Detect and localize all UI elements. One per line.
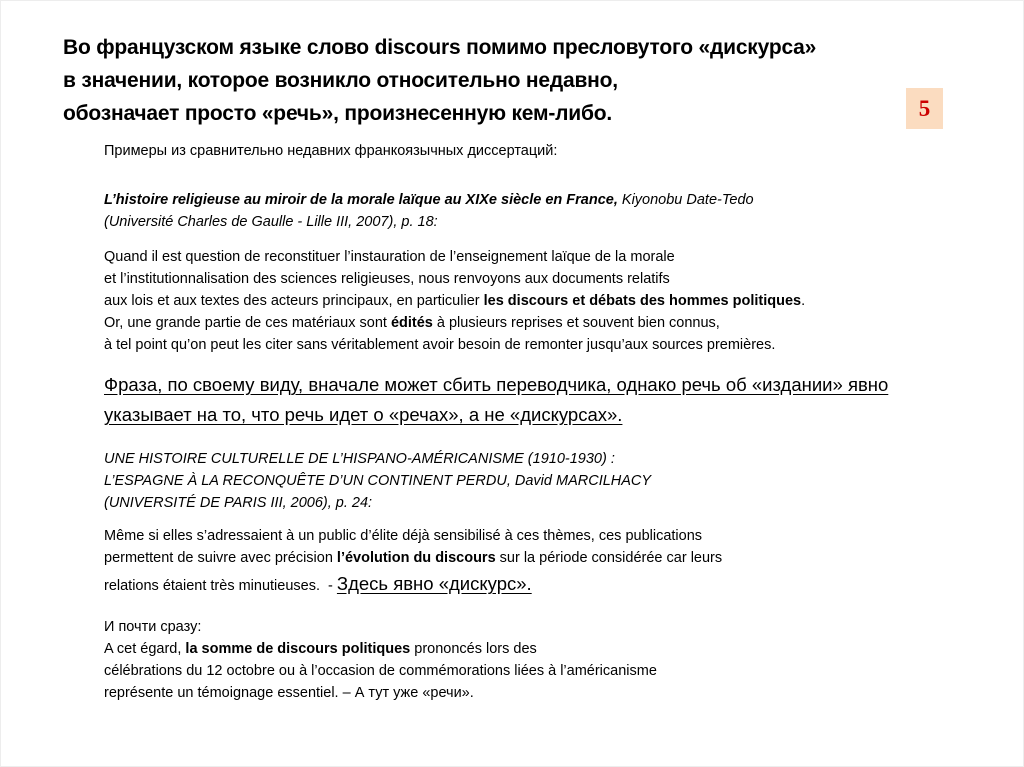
quote-2 xyxy=(104,525,964,601)
slide-title xyxy=(63,31,903,130)
quote-3-line-1-bold: la somme de discours politiques xyxy=(185,641,411,657)
quote-2-line-2 xyxy=(104,547,964,569)
intro-paragraph xyxy=(104,140,964,162)
slide-body xyxy=(104,140,964,704)
page-number-badge xyxy=(906,88,943,129)
remark-1-line-1: Фраза, по своему виду, вначале может сбить переводчика, однако речь об «издании» явно xyxy=(104,374,889,395)
citation-1-author: Kiyonobu Date-Tedo xyxy=(617,192,754,208)
quote-1-line-4-tail: à plusieurs reprises et souvent bien connus, xyxy=(432,315,720,331)
quote-1-line-1: Quand il est question de reconstituer l’instauration de l’enseignement laïque de la morale xyxy=(104,249,675,265)
quote-3-line-2: célébrations du 12 octobre ou à l’occasion de commémorations liées à l’américanisme xyxy=(104,663,657,679)
quote-1-line-3-text: aux lois et aux textes des acteurs principaux, en particulier xyxy=(104,293,484,309)
quote-2-line-2-text: permettent de suivre avec précision xyxy=(104,550,337,566)
quote-2-line-2-bold: l’évolution du discours xyxy=(336,550,496,566)
quote-1-line-4-text: Or, une grande partie de ces matériaux sont xyxy=(104,315,391,331)
intro-line: Примеры из сравнительно недавних франкоязычных диссертаций: xyxy=(104,143,558,159)
citation-1 xyxy=(104,189,964,233)
quote-3-line-0: И почти сразу: xyxy=(104,619,202,635)
translator-remark-2: Здесь явно «дискурс». xyxy=(336,573,532,594)
quote-1-line-4 xyxy=(104,312,964,334)
title-line-2: в значении, которое возникло относительно недавно, xyxy=(63,69,618,92)
quote-3-line-1-text: A cet égard, xyxy=(104,641,186,657)
quote-1-line-2: et l’institutionnalisation des sciences religieuses, nous renvoyons aux documents relatifs xyxy=(104,271,670,287)
remark-1-line-2: указывает на то, что речь идет о «речах», а не «дискурсах». xyxy=(104,404,623,425)
quote-3 xyxy=(104,616,964,704)
quote-1-line-5: à tel point qu’on peut les citer sans véritablement avoir besoin de remonter jusqu’aux sources premières. xyxy=(104,337,776,353)
quote-1 xyxy=(104,246,964,356)
quote-3-line-1-tail: prononcés lors des xyxy=(410,641,537,657)
citation-2-line-1: UNE HISTOIRE CULTURELLE DE L’HISPANO-AMÉRICANISME (1910-1930) : xyxy=(104,451,615,467)
citation-1-line-1 xyxy=(104,189,964,211)
quote-1-line-3-period: . xyxy=(801,293,806,309)
translator-remark-1 xyxy=(104,370,964,430)
page-number: 5 xyxy=(918,95,931,121)
quote-3-line-1 xyxy=(104,638,964,660)
quote-2-line-3-text: relations étaient très minutieuses. - xyxy=(104,578,337,594)
quote-1-line-3-bold: les discours et débats des hommes politiques xyxy=(483,293,802,309)
citation-2-line-2: L’ESPAGNE À LA RECONQUÊTE D’UN CONTINENT PERDU, David MARCILHACY xyxy=(104,473,652,489)
quote-3-line-3: représente un témoignage essentiel. – А тут уже «речи». xyxy=(104,685,474,701)
title-line-1: Во французском языке слово discours помимо пресловутого «дискурса» xyxy=(63,36,817,59)
quote-1-line-4-bold: édités xyxy=(390,315,433,331)
citation-1-line-2: (Université Charles de Gaulle - Lille III, 2007), p. 18: xyxy=(104,214,438,230)
quote-2-line-2-tail: sur la période considérée car leurs xyxy=(495,550,723,566)
quote-2-line-3 xyxy=(104,569,964,601)
title-line-3: обозначает просто «речь», произнесенную кем-либо. xyxy=(63,102,613,125)
quote-2-line-1: Même si elles s’adressaient à un public d’élite déjà sensibilisé à ces thèmes, ces publications xyxy=(104,528,703,544)
citation-1-title: L’histoire religieuse au miroir de la morale laïque au XIXe siècle en France, xyxy=(104,192,618,208)
citation-2 xyxy=(104,448,964,514)
quote-1-line-3 xyxy=(104,290,964,312)
citation-2-line-3: (UNIVERSITÉ DE PARIS III, 2006), p. 24: xyxy=(104,495,373,511)
